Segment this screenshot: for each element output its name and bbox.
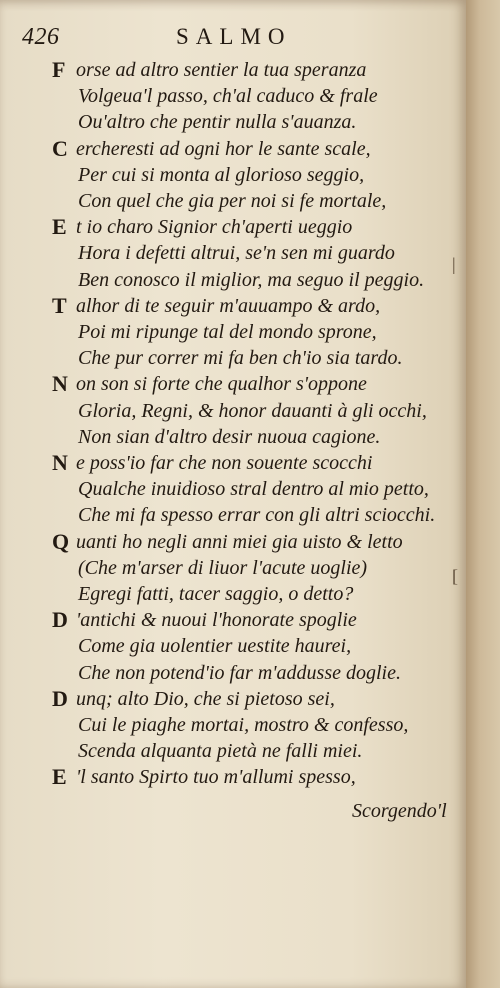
verse-line: Gloria, Regni, & honor dauanti à gli occhi, [78,399,427,422]
verse-line: Ou'altro che pentir nulla s'auanza. [78,111,357,134]
verse-line: Hora i defetti altrui, se'n sen mi guardo [78,242,395,265]
page-edge [466,0,500,988]
verse-line: Con quel che gia per noi si fe mortale, [78,190,387,212]
page-number: 426 [22,24,60,50]
verse-line: uanti ho negli anni miei gia uisto & letto [76,530,403,553]
verse-line: Come gia uolentier uestite haurei, [78,635,352,658]
verse-line: t io charo Signior ch'aperti ueggio [76,216,353,239]
verse-line: on son si forte che qualhor s'oppone [76,373,367,396]
verse-line: Che pur correr mi fa ben ch'io sia tardo. [78,347,403,370]
stanza-initial: N [52,371,68,397]
verse-line: unq; alto Dio, che si pietoso sei, [76,687,335,710]
verse-line: orse ad altro sentier la tua speranza [76,59,367,81]
running-head: SALMO [176,24,292,49]
stanza-initial: D [52,607,68,633]
margin-mark: | [452,254,456,274]
stanza-initial: E [52,214,67,240]
verse-line: Che mi fa spesso errar con gli altri sciocchi. [78,504,436,527]
verse-line: Ben conosco il miglior, ma seguo il peggio. [78,268,425,291]
verse-line: alhor di te seguir m'auuampo & ardo, [76,294,381,317]
verse-line: 'antichi & nuoui l'honorate spoglie [76,609,357,632]
stanza-initial: C [52,135,68,161]
verse-line: 'l santo Spirto tuo m'allumi spesso, [76,766,356,789]
verse-line: Che non potend'io far m'addusse doglie. [78,661,401,684]
stanza-initial: Q [52,528,70,554]
catchword: Scorgendo'l [352,800,447,822]
stanza-initial: N [52,450,68,475]
verse-line: e poss'io far che non souente scocchi [76,452,373,474]
verse-line: Per cui si monta al glorioso seggio, [78,163,365,186]
verse-line: Volgeua'l passo, ch'al caduco & frale [78,85,378,108]
verse-line: Egregi fatti, tacer saggio, o detto? [78,583,354,605]
stanza-initial: E [52,764,67,790]
verse-line: Scenda alquanta pietà ne falli miei. [78,740,363,763]
verse-line: Qualche inuidioso stral dentro al mio petto, [78,478,429,501]
stanza-initial: T [52,292,67,318]
margin-mark: [ [452,566,458,586]
verse-line: (Che m'arser di liuor l'acute uoglie) [78,556,368,579]
verse-line: Cui le piaghe mortai, mostro & confesso, [78,714,409,736]
verse-line: Non sian d'altro desir nuoua cagione. [78,425,381,448]
stanza-initial: D [52,685,68,711]
stanza-initial: F [52,57,66,82]
verse-line: Poi mi ripunge tal del mondo sprone, [78,321,377,343]
verse-line: ercheresti ad ogni hor le sante scale, [76,137,371,160]
